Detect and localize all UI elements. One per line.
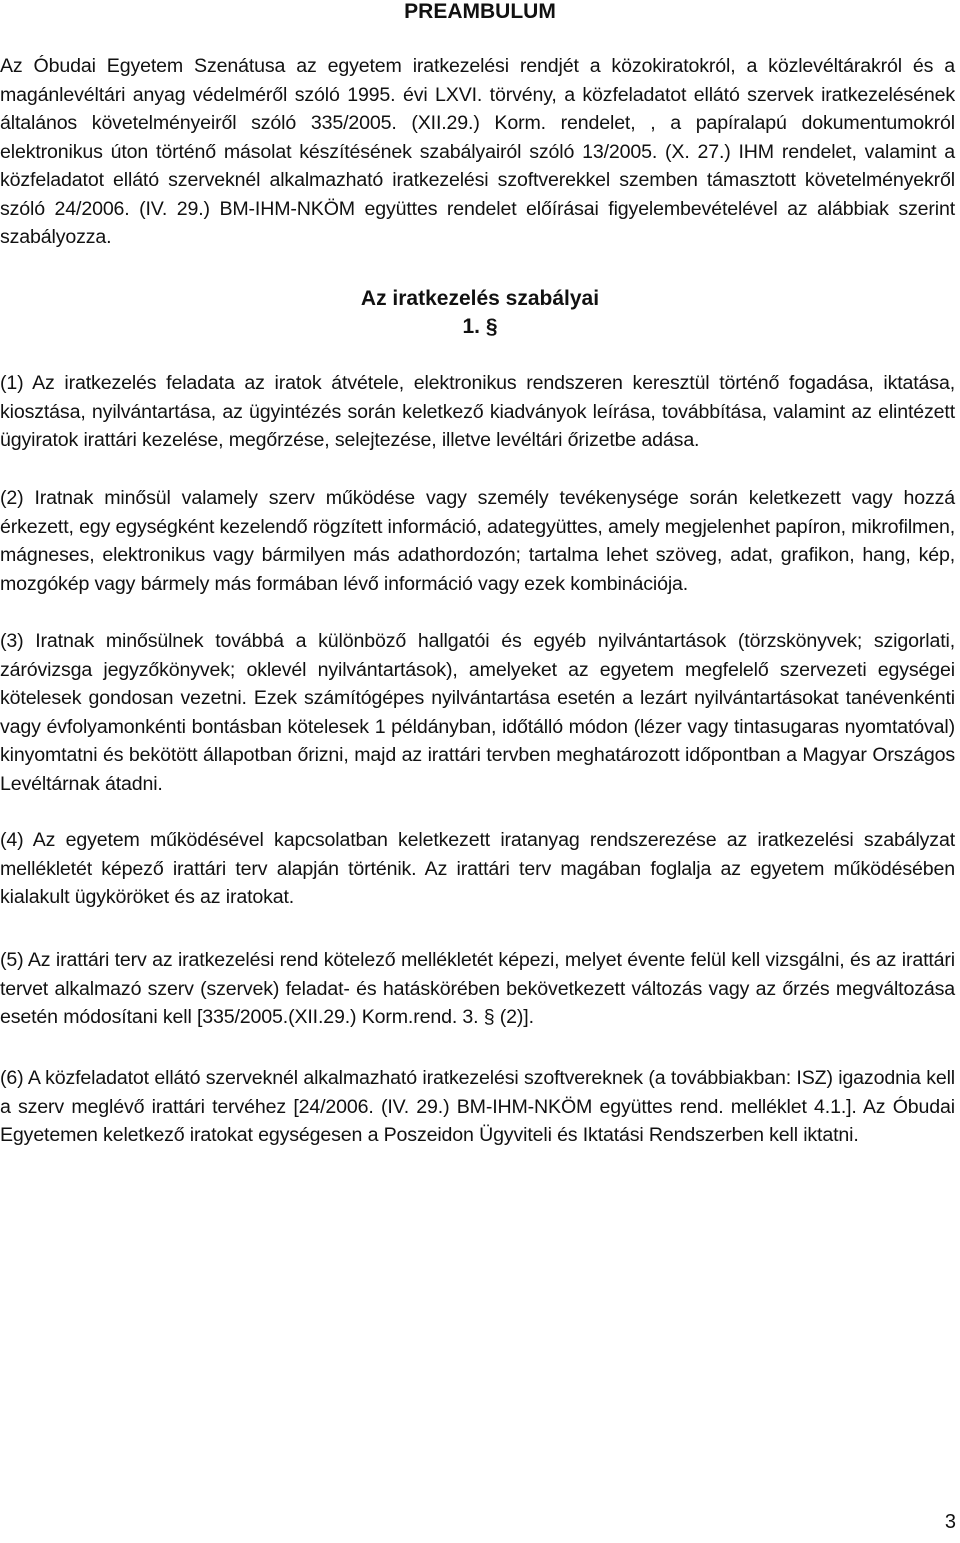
section-subtitle: Az iratkezelés szabályai bbox=[360, 287, 600, 310]
paragraph-4: (4) Az egyetem működésével kapcsolatban keletkezett iratanyag rendszerezése az iratkezelési szabályzat mellékletét képező irattári terv alapján történik. Az irattári terv magában foglalja az egyetem működésében kialakult ügyköröket és az iratokat. bbox=[0, 829, 955, 908]
paragraph-5: (5) Az irattári terv az iratkezelési rend kötelező mellékletét képezi, melyet évente felül kell vizsgálni, és az irattári tervet alkalmazó szerv (szervek) feladat- és hatáskörében bekövetkezett változás vagy az őrzés megváltozása esetén módosítani kell [335/2005.(XII.29.) Korm.rend. 3. § (2)]. bbox=[0, 949, 955, 1028]
paragraph-2: (2) Iratnak minősül valamely szerv működése vagy személy tevékenysége során keletkezett vagy hozzá érkezett, egy egységként kezelendő rögzített információ, adategyüttes, amely megjelenhet papíron, mikrofilmen, mágneses, elektronikus vagy bármilyen más adathordozón; tartalma lehet szöveg, adat, grafikon, hang, kép, mozgókép vagy bármely más formában lévő információ vagy ezek kombinációja. bbox=[0, 487, 955, 595]
paragraph-1: (1) Az iratkezelés feladata az iratok átvétele, elektronikus rendszeren keresztül történő fogadása, iktatása, kiosztása, nyilvántartása, az ügyintézés során keletkező kiadványok leírása, továbbítása, valamint az elintézett ügyiratok irattári kezelése, megőrzése, selejtezése, illetve levéltári őrizetbe adása. bbox=[0, 372, 955, 451]
section-number: 1. § bbox=[462, 315, 498, 338]
document-title: PREAMBULUM bbox=[404, 0, 556, 23]
paragraph-3: (3) Iratnak minősülnek továbbá a különböző hallgatói és egyéb nyilvántartások (törzskönyvek; szigorlati, záróvizsga jegyzőkönyvek; oklevél nyilvántartások), amelyeket az egyetem megfelelő szervezeti egységei kötelesek gondosan vezetni. Ezek számítógépes nyilvántartása esetén a lezárt nyilvántartásokat tanévenkénti vagy évfolyamonkénti bontásban kötelesek 1 példányban, időtálló módon (lézer vagy tintasugaras nyomtatóval) kinyomtatni és bekötött állapotban őrizni, majd az irattári tervben meghatározott időpontban a Magyar Országos Levéltárnak átadni. bbox=[0, 630, 955, 795]
preamble-paragraph: Az Óbudai Egyetem Szenátusa az egyetem iratkezelési rendjét a közokiratokról, a közlevéltárakról és a magánlevéltári anyag védelméről szóló 1995. évi LXVI. törvény, a közfeladatot ellátó szervek iratkezelésének általános követelményeiről szóló 335/2005. (XII.29.) Korm. rendelet, , a papíralapú dokumentumokról elektronikus úton történő másolat készítésének szabályairól szóló 13/2005. (X. 27.) IHM rendelet, valamint a közfeladatot ellátó szerveknél alkalmazható iratkezelési szoftverekkel szemben támasztott követelményekről szóló 24/2006. (IV. 29.) BM-IHM-NKÖM együttes rendelet előírásai figyelembevételével az alábbiak szerint szabályozza. bbox=[0, 55, 955, 248]
page-number: 3 bbox=[944, 1511, 956, 1533]
paragraph-6: (6) A közfeladatot ellátó szerveknél alkalmazható iratkezelési szoftvereknek (a továbbiakban: ISZ) igazodnia kell a szerv meglévő irattári tervéhez [24/2006. (IV. 29.) BM-IHM-NKÖM együttes rend. melléklet 4.1.]. Az Óbudai Egyetemen keletkező iratokat egységesen a Poszeidon Ügyviteli és Iktatási Rendszerben kell iktatni. bbox=[0, 1067, 955, 1146]
